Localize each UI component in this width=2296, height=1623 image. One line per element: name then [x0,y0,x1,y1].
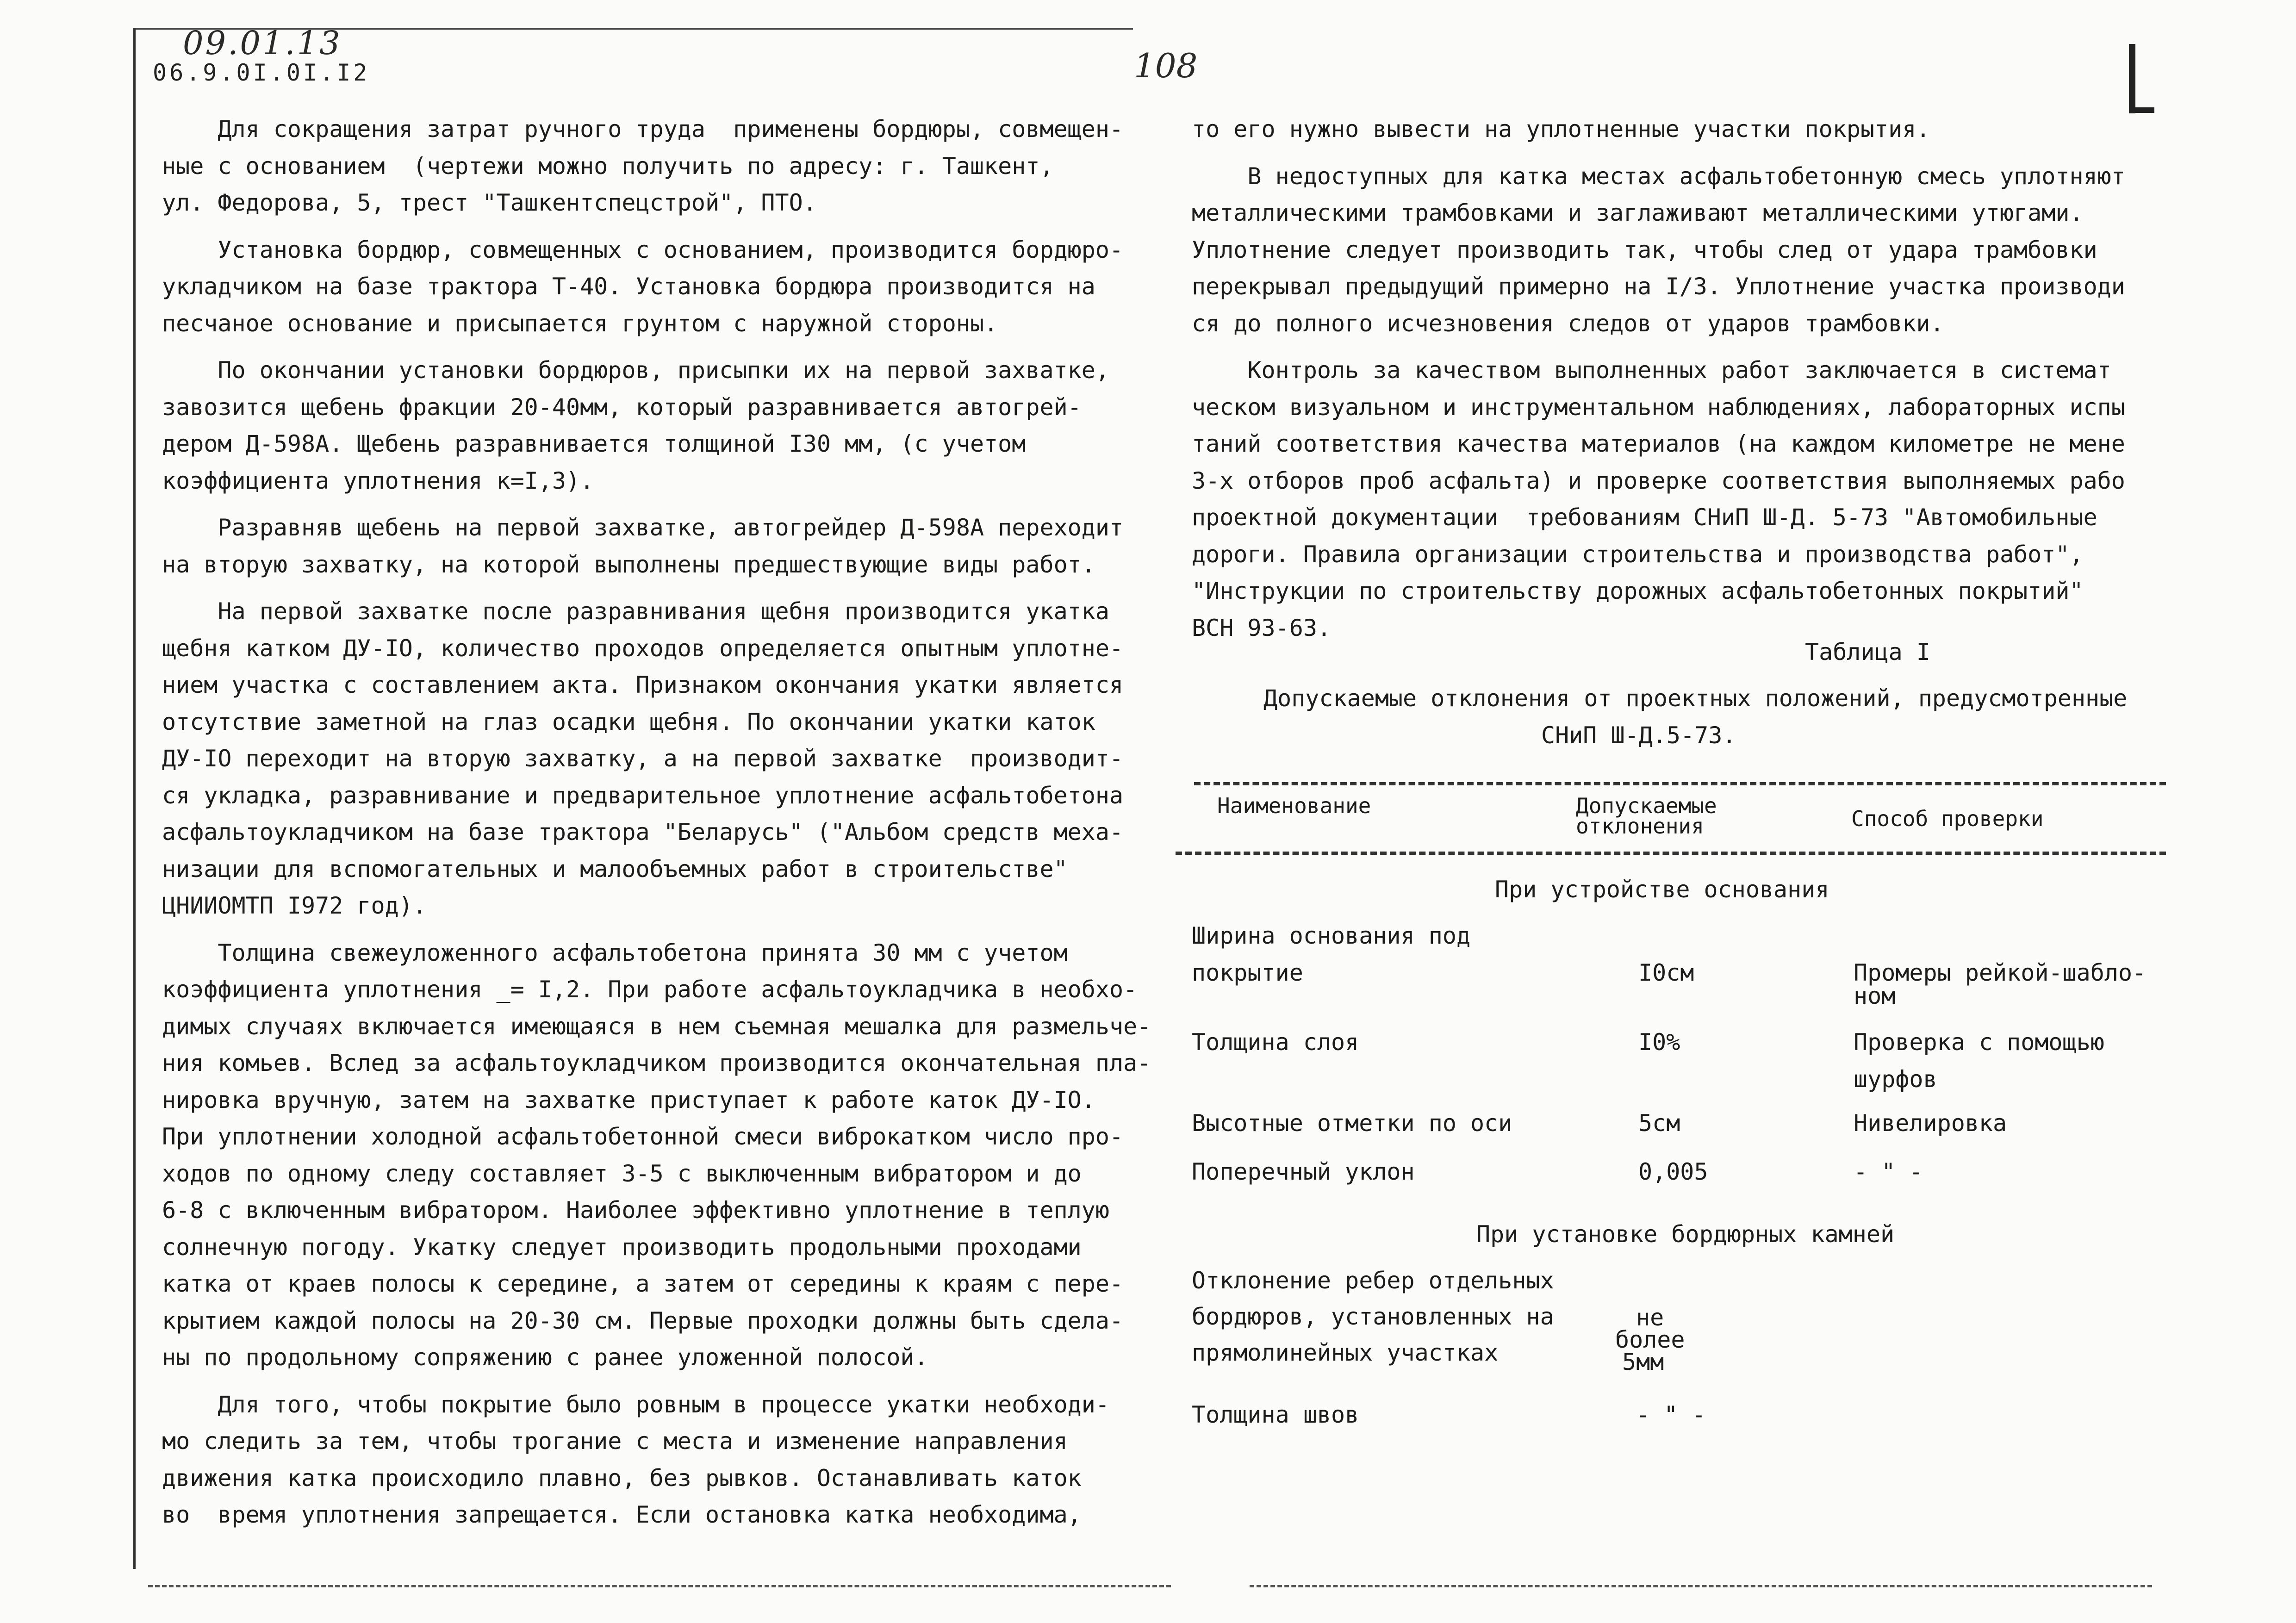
row5-name-line2: бордюров, установленных на [1192,1303,1554,1330]
text-line: ны по продольному сопряжению с ранее уложенной полосой. [162,1344,928,1371]
row3-name: Высотные отметки по оси [1192,1110,1512,1137]
column-header-deviation-1: Допускаемые [1576,793,1717,818]
text-line: Установка бордюр, совмещенных с основанием, производится бордюро- [162,236,1124,263]
right-text-column [1192,111,2173,647]
text-line: В недоступных для катка местах асфальтобетонную смесь уплотняют [1192,162,2125,190]
document-code: 06.9.0I.0I.I2 [153,59,370,86]
text-line: на вторую захватку, на которой выполнены предшествующие виды работ. [162,551,1095,578]
text-line: ВСН 93-63. [1192,614,1332,641]
text-line: ся до полного исчезновения следов от ударов трамбовки. [1192,310,1944,337]
bottom-dashed-line-left [148,1585,1171,1587]
text-line: ния комьев. Вслед за асфальтоукладчиком производится окончательная пла- [162,1050,1151,1076]
paragraph [1192,111,2173,148]
text-line: Контроль за качеством выполненных работ заключается в системат [1192,357,2111,384]
column-header-method: Способ проверки [1851,806,2044,831]
paragraph-gap [1192,342,2173,352]
table-caption-line1: Допускаемые отклонения от проектных положений, предусмотренные [1263,685,2128,712]
paragraph-gap [162,499,1176,510]
row3-method: Нивелировка [1854,1110,2007,1137]
text-line: ул. Федорова, 5, трест "Ташкентспецстрой", ПТО. [162,189,817,216]
row1-value: I0см [1638,959,1694,986]
text-line: проектной документации требованиям СНиП Ш-Д. 5-73 "Автомобильные [1192,504,2097,531]
row2-method-line2: шурфов [1854,1066,1937,1093]
paragraph [162,935,1176,1376]
row5-value-line1: не [1636,1304,1664,1331]
text-line: асфальтоукладчиком на базе трактора "Беларусь" ("Альбом средств меха- [162,819,1124,846]
text-line: движения катка происходило плавно, без рывков. Останавливать каток [162,1464,1082,1492]
text-line: Разравняв щебень на первой захватке, автогрейдер Д-598А переходит [162,514,1124,541]
paragraph [162,111,1176,222]
text-line: "Инструкции по строительству дорожных асфальтобетонных покрытий" [1192,578,2084,604]
text-line: катка от краев полосы к середине, а затем от середины к краям с пере- [162,1270,1124,1297]
row2-name: Толщина слоя [1192,1029,1359,1056]
text-line: ся укладка, разравнивание и предварительное уплотнение асфальтобетона [162,782,1124,809]
text-line: щебня катком ДУ-IО, количество проходов определяется опытным уплотне- [162,634,1124,662]
row1-method-line1: Промеры рейкой-шабло- [1854,959,2147,986]
table-header-rule [1176,852,2166,855]
row1-name-line2: покрытие [1192,959,1303,986]
text-line: димых случаях включается имеющаяся в нем съемная мешалка для размельче- [162,1013,1151,1040]
row4-method: - " - [1854,1158,1923,1185]
handwritten-date: 09.01.13 [183,24,342,62]
paragraph-gap [162,342,1176,352]
text-line: низации для вспомогательных и малообъемных работ в строительстве" [162,855,1068,883]
row5-value-line3: 5мм [1622,1349,1664,1375]
left-text-column [162,111,1176,1534]
text-line: таний соответствия качества материалов (на каждом километре не мене [1192,430,2125,457]
row1-method-line2: ном [1854,983,1896,1009]
row6-name: Толщина швов [1192,1401,1359,1428]
paragraph [162,232,1176,342]
text-line: Уплотнение следует производить так, чтобы след от удара трамбовки [1192,236,2097,263]
paragraph-gap [162,1376,1176,1387]
row1-name-line1: Ширина основания под [1192,922,1471,949]
paragraph [162,510,1176,583]
row5-value-line2: более [1615,1326,1685,1353]
paragraph-gap [162,222,1176,232]
paragraph [162,352,1176,499]
text-line: дороги. Правила организации строительства и производства работ", [1192,541,2084,568]
text-line: завозится щебень фракции 20-40мм, который разравнивается автогрей- [162,393,1082,421]
text-line: перекрывал предыдущий примерно на I/3. Уплотнение участка производи [1192,273,2125,300]
text-line: При уплотнении холодной асфальтобетонной смеси виброкатком число про- [162,1123,1124,1150]
corner-bracket [2129,44,2135,113]
paragraph [162,1387,1176,1534]
text-line: то его нужно вывести на уплотненные участки покрытия. [1192,116,1930,143]
text-line: ческом визуальном и инструментальном наблюдениях, лабораторных испы [1192,393,2125,421]
text-line: коэффициента уплотнения к=I,3). [162,467,594,494]
text-line: Для сокращения затрат ручного труда применены бордюры, совмещен- [162,116,1124,143]
paragraph [1192,352,2173,647]
text-line: песчаное основание и присыпается грунтом с наружной стороны. [162,310,998,337]
column-header-deviation-2: отклонения [1576,814,1704,839]
row5-name-line3: прямолинейных участках [1192,1339,1499,1366]
left-margin-line [133,28,136,1569]
table-caption-line2: СНиП Ш-Д.5-73. [1541,722,1736,749]
text-line: металлическими трамбовками и заглаживают металлическими утюгами. [1192,199,2084,226]
paragraph [1192,158,2173,342]
text-line: мо следить за тем, чтобы трогание с места и изменение направления [162,1428,1068,1455]
text-line: нировка вручную, затем на захватке приступает к работе каток ДУ-IО. [162,1086,1095,1113]
text-line: По окончании установки бордюров, присыпки их на первой захватке, [162,357,1109,384]
paragraph [162,593,1176,925]
column-header-name: Наименование [1217,793,1371,818]
text-line: отсутствие заметной на глаз осадки щебня. По окончании укатки каток [162,708,1095,735]
text-line: ДУ-IО переходит на вторую захватку, а на первой захватке производит- [162,745,1124,772]
paragraph-gap [1192,148,2173,158]
text-line: коэффициента уплотнения _= I,2. При работе асфальтоукладчика в необхо- [162,976,1138,1003]
text-line: нием участка с составлением акта. Признаком окончания укатки является [162,672,1124,698]
page-number: 108 [1134,46,1198,85]
row2-method-line1: Проверка с помощью [1854,1029,2104,1056]
table-label: Таблица I [1805,639,1930,665]
row3-value: 5см [1638,1110,1680,1137]
row2-value: I0% [1638,1029,1680,1056]
paragraph-gap [162,583,1176,593]
text-line: 6-8 с включенным вибратором. Наиболее эффективно уплотнение в теплую [162,1197,1109,1224]
text-line: крытием каждой полосы на 20-30 см. Первые проходки должны быть сдела- [162,1307,1124,1334]
row4-value: 0,005 [1638,1158,1708,1185]
text-line: во время уплотнения запрещается. Если остановка катка необходима, [162,1501,1082,1528]
text-line: дером Д-598А. Щебень разравнивается толщиной I30 мм, (с учетом [162,430,1026,457]
text-line: укладчиком на базе трактора Т-40. Установка бордюра производится на [162,273,1095,300]
row5-name-line1: Отклонение ребер отдельных [1192,1267,1554,1294]
section-header-curbs: При установке бордюрных камней [1476,1221,1895,1248]
table-top-rule [1194,782,2166,785]
row6-value: - " - [1636,1401,1706,1428]
row4-name: Поперечный уклон [1192,1158,1415,1185]
text-line: Для того, чтобы покрытие было ровным в процессе укатки необходи- [162,1391,1109,1418]
text-line: На первой захватке после разравнивания щебня производится укатка [162,598,1109,625]
text-line: солнечную погоду. Укатку следует производить продольными проходами [162,1233,1082,1261]
text-line: ЦНИИОМТП I972 год). [162,892,427,919]
text-line: 3-х отборов проб асфальта) и проверке соответствия выполняемых рабо [1192,467,2125,494]
text-line: ные с основанием (чертежи можно получить по адресу: г. Ташкент, [162,152,1054,180]
paragraph-gap [162,925,1176,935]
section-header-foundation: При устройстве основания [1495,876,1829,903]
text-line: ходов по одному следу составляет 3-5 с выключенным вибратором и до [162,1160,1082,1187]
bottom-dashed-line-right [1250,1585,2152,1587]
text-line: Толщина свежеуложенного асфальтобетона принята 30 мм с учетом [162,939,1068,966]
